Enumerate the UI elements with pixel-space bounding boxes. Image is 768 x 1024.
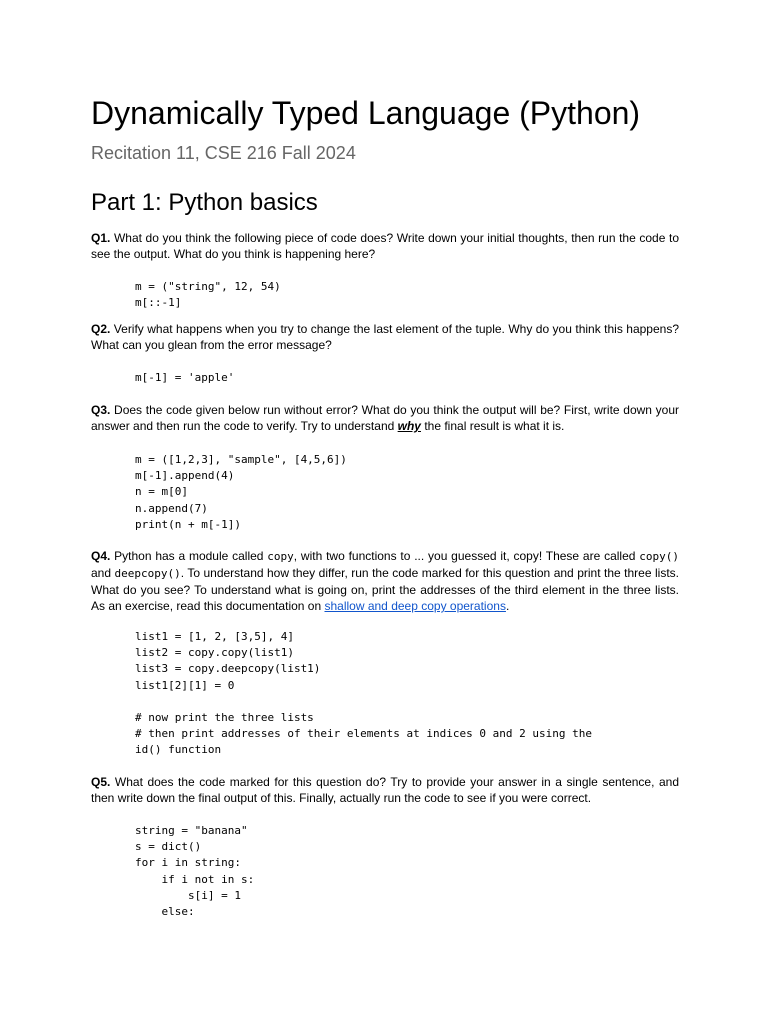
question-label: Q5. (91, 775, 111, 789)
code-line: s[i] = 1 (135, 888, 241, 902)
code-line: else: (135, 904, 195, 918)
code-line: string = "banana" (135, 824, 248, 837)
question-text: Python has a module called (114, 549, 264, 563)
question-text: Does the code given below run without error? What do you think the output will be? First, write down your answer and then run the code to verify. Try to understand (91, 403, 679, 433)
code-line: for i in string: (135, 856, 241, 870)
question-q2 (91, 321, 679, 353)
question-q1 (91, 230, 679, 262)
code-line: s = dict() (135, 840, 202, 854)
code-line: # then print addresses of their elements at indices 0 and 2 using the (135, 727, 592, 741)
question-text: , with two functions to ... you guessed it, copy! These are called (293, 549, 636, 563)
question-label: Q1. (91, 231, 111, 245)
question-text: and (91, 566, 112, 580)
code-block-q1 (135, 279, 679, 311)
question-text: . (505, 599, 510, 613)
inline-code-copy: copy (267, 550, 294, 563)
code-block-q4 (135, 629, 679, 759)
question-text: Verify what happens when you try to change the last element of the tuple. Why do you think this happens? What can you glean from the error message? (91, 322, 679, 352)
question-q3 (91, 402, 679, 434)
question-text-end: the final result is what it is. (424, 419, 565, 433)
code-line: m = ([1,2,3], "sample", [4,5,6]) (135, 453, 347, 466)
question-q4 (91, 548, 679, 614)
code-line: list2 = copy.copy(list1) (135, 646, 294, 660)
question-label: Q4. (91, 549, 111, 563)
section-heading-part1: Part 1: Python basics (91, 189, 318, 216)
inline-code-deepcopy-fn: deepcopy() (114, 567, 181, 580)
document-subtitle: Recitation 11, CSE 216 Fall 2024 (91, 143, 356, 163)
question-text: What do you think the following piece of code does? Write down your initial thoughts, then run the code to see the output. What do you think is happening here? (91, 231, 679, 261)
code-line: print(n + m[-1]) (135, 517, 241, 531)
emphasis-why: why (397, 419, 421, 433)
question-text: What does the code marked for this question do? Try to provide your answer in a single sentence, and then write down the final output of this. Finally, actually run the code to see if you were correct. (91, 775, 679, 805)
code-line: m[-1] = 'apple' (135, 371, 235, 384)
shallow-deep-copy-link[interactable]: shallow and deep copy operations (324, 599, 506, 613)
code-line: m = ("string", 12, 54) (135, 280, 281, 293)
inline-code-copy-fn: copy() (639, 550, 679, 563)
code-line: if i not in s: (135, 872, 255, 886)
question-q5 (91, 774, 679, 806)
code-block-q2 (135, 370, 679, 386)
code-block-q3 (135, 452, 679, 533)
code-line: id() function (135, 743, 222, 757)
code-line: n = m[0] (135, 485, 188, 499)
code-line: # now print the three lists (135, 710, 314, 724)
code-line: m[-1].append(4) (135, 469, 235, 483)
code-line: list1 = [1, 2, [3,5], 4] (135, 630, 294, 643)
question-label: Q2. (91, 322, 111, 336)
question-text: . To understand how they differ, run the code marked for this question and print the three lists. What do you see? To understand what is going on, print the addresses of the third element in the three lists. As an exercise, read this documentation on (91, 566, 679, 613)
question-label: Q3. (91, 403, 111, 417)
document-title: Dynamically Typed Language (Python) (91, 95, 641, 131)
code-line (135, 694, 679, 710)
code-block-q5 (135, 823, 679, 920)
code-line: list1[2][1] = 0 (135, 678, 235, 692)
code-line: n.append(7) (135, 501, 208, 515)
code-line: list3 = copy.deepcopy(list1) (135, 662, 321, 676)
code-line: m[::-1] (135, 296, 182, 310)
